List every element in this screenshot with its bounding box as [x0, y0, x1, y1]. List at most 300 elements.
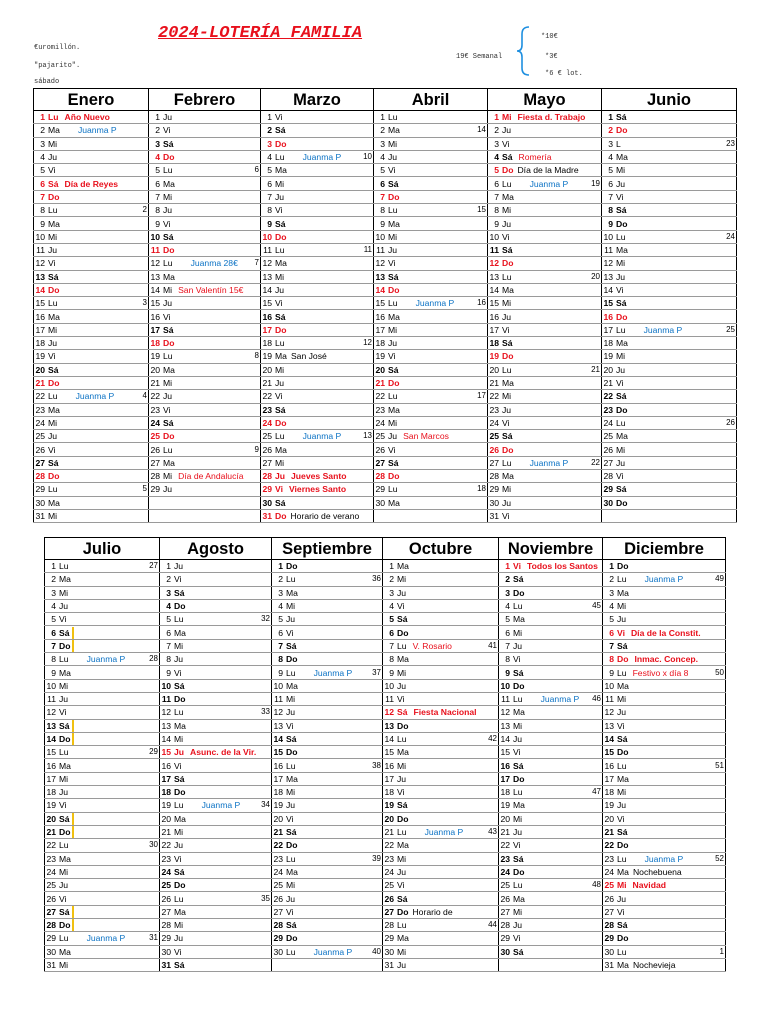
weekday: Lu: [397, 920, 407, 931]
day-number: 15: [35, 298, 45, 309]
weekday: Vi: [388, 444, 396, 455]
day-cell: [383, 679, 499, 692]
weekday: Sá: [502, 245, 513, 256]
day-cell: [261, 230, 374, 243]
day-cell: [383, 586, 499, 599]
day-number: 23: [46, 853, 56, 864]
day-cell: [383, 706, 499, 719]
day-number: 18: [603, 338, 613, 349]
weekday: Mi: [513, 720, 523, 731]
week-number: 46: [592, 694, 601, 704]
weekday: Ju: [48, 245, 58, 256]
day-number: 1: [267, 112, 272, 123]
weekday: Lu: [616, 231, 626, 242]
day-number: 12: [375, 258, 385, 269]
day-cell: [499, 879, 603, 892]
weekday: Mi: [286, 694, 296, 705]
weekday: Sá: [617, 920, 628, 931]
day-number: 21: [150, 378, 160, 389]
day-number: 15: [603, 298, 613, 309]
day-cell: [603, 613, 726, 626]
week-number: 22: [591, 457, 600, 467]
weekday: Mi: [616, 444, 626, 455]
weekday: Ju: [163, 484, 173, 495]
weekday: Ju: [286, 707, 296, 718]
day-number: 26: [150, 444, 160, 455]
day-cell: [488, 310, 602, 323]
weekday: Lu: [388, 205, 398, 216]
week-number: 50: [715, 667, 724, 677]
weekday: Lu: [59, 747, 69, 758]
weekday: Mi: [397, 946, 407, 957]
day-number: 26: [489, 444, 499, 455]
day-number: 2: [494, 125, 499, 136]
weekday: Ma: [48, 311, 60, 322]
day-number: 3: [609, 587, 614, 598]
day-cell: [272, 586, 383, 599]
week-number: 35: [261, 893, 270, 903]
weekday: Lu: [48, 484, 58, 495]
day-cell: [149, 283, 261, 296]
price-10: *10€: [541, 33, 558, 41]
weekday: Ju: [59, 787, 69, 798]
week-number: 24: [726, 231, 735, 241]
weekday: Mi: [617, 601, 627, 612]
day-cell: [272, 772, 383, 785]
day-number: 6: [155, 178, 160, 189]
weekday: Sá: [513, 760, 524, 771]
day-cell: [602, 323, 737, 336]
day-cell: [603, 852, 726, 865]
day-number: 28: [262, 471, 272, 482]
day-number: 26: [262, 444, 272, 455]
day-number: 20: [262, 364, 272, 375]
day-cell: [149, 137, 261, 150]
day-cell: [374, 496, 488, 509]
juanma-note: Juanma P: [540, 694, 580, 705]
day-number: 15: [604, 747, 614, 758]
week-number: 23: [726, 138, 735, 148]
event-label: Día de la Constit.: [630, 627, 701, 638]
day-cell: [272, 679, 383, 692]
week-number: 6: [254, 165, 259, 175]
weekday: Ju: [59, 694, 69, 705]
day-number: 22: [35, 391, 45, 402]
weekday: Ma: [616, 431, 628, 442]
day-cell: [499, 759, 603, 772]
weekday: Sá: [59, 720, 70, 731]
day-cell: [261, 363, 374, 376]
day-number: 14: [35, 285, 45, 295]
day-number: 4: [166, 601, 171, 612]
weekday: Sá: [163, 324, 174, 335]
day-cell: [160, 573, 272, 586]
day-cell: [383, 613, 499, 626]
weekday: Vi: [174, 853, 182, 864]
day-number: 2: [51, 574, 56, 585]
weekday: Ma: [388, 218, 400, 229]
day-cell: [602, 204, 737, 217]
weekday: Do: [617, 654, 629, 665]
weekday: Ju: [275, 285, 285, 295]
day-number: 15: [273, 747, 283, 758]
weekday: Ju: [286, 800, 296, 811]
day-cell: [261, 283, 374, 296]
week-number: 40: [372, 946, 381, 956]
day-number: 21: [500, 827, 510, 838]
day-number: 5: [155, 165, 160, 176]
day-number: 28: [35, 471, 45, 482]
day-number: 23: [150, 404, 160, 415]
day-number: 17: [603, 324, 613, 335]
weekday: Vi: [163, 404, 171, 415]
day-number: 17: [500, 773, 510, 784]
weekday: Vi: [48, 444, 56, 455]
day-number: 30: [375, 497, 385, 508]
day-number: 1: [505, 561, 510, 572]
day-cell: [602, 376, 737, 389]
weekday: Ma: [513, 893, 525, 904]
day-number: 11: [150, 245, 160, 256]
day-number: 21: [489, 378, 499, 389]
event-label: Horario de: [412, 906, 453, 917]
day-cell: [272, 759, 383, 772]
day-cell: [261, 297, 374, 310]
weekday: Do: [513, 587, 525, 598]
day-cell: [261, 509, 374, 522]
weekday: Do: [286, 747, 298, 758]
day-cell: [149, 470, 261, 483]
day-cell: [34, 190, 149, 203]
day-cell: [149, 270, 261, 283]
day-cell: [149, 456, 261, 469]
day-number: 11: [489, 245, 499, 256]
day-number: 22: [500, 840, 510, 851]
day-cell: [602, 190, 737, 203]
day-cell: [34, 270, 149, 283]
weekday: Ju: [617, 707, 627, 718]
weekday: Ma: [617, 680, 629, 691]
day-number: 24: [262, 417, 272, 428]
weekday: Sá: [174, 866, 185, 877]
day-cell: [34, 403, 149, 416]
week-number: 28: [149, 654, 158, 664]
month-header: Junio: [602, 89, 737, 111]
day-number: 28: [603, 471, 613, 482]
weekday: Ju: [397, 587, 407, 598]
day-number: 26: [604, 893, 614, 904]
weekday: Do: [59, 827, 71, 838]
week-number: 19: [591, 178, 600, 188]
weekday: Mi: [616, 165, 626, 176]
weekday: Mi: [163, 191, 173, 202]
day-cell: [149, 297, 261, 310]
day-number: 2: [166, 574, 171, 585]
weekday: Sá: [48, 271, 59, 282]
weekday: Ma: [275, 351, 287, 362]
weekday: Sá: [163, 138, 174, 149]
day-cell: [272, 786, 383, 799]
day-number: 5: [267, 165, 272, 176]
weekday: Mi: [163, 378, 173, 389]
day-number: 20: [384, 813, 394, 824]
weekday: Ju: [513, 640, 523, 651]
weekday: Ju: [502, 404, 512, 415]
weekday: Do: [48, 471, 60, 482]
weekday: Do: [286, 933, 298, 944]
day-cell: [383, 653, 499, 666]
weekday: Sá: [388, 178, 399, 189]
day-cell: [45, 865, 160, 878]
day-cell: [45, 812, 160, 825]
weekday: Do: [286, 840, 298, 851]
day-number: 6: [380, 178, 385, 189]
day-number: 2: [267, 125, 272, 136]
day-number: 14: [384, 734, 394, 744]
day-cell: [149, 363, 261, 376]
week-number: 3: [142, 298, 147, 308]
day-number: 21: [604, 827, 614, 838]
juanma-note: Juanma P: [75, 391, 115, 402]
day-number: 8: [40, 205, 45, 216]
weekday: Mi: [513, 627, 523, 638]
day-cell: [602, 243, 737, 256]
weekday: Do: [275, 138, 287, 149]
day-cell: [602, 443, 737, 456]
weekday: Lu: [617, 574, 627, 585]
day-cell: [149, 111, 261, 124]
day-number: 6: [278, 627, 283, 638]
day-cell: [45, 919, 160, 932]
day-cell: [383, 799, 499, 812]
day-cell: [45, 852, 160, 865]
day-number: 11: [501, 694, 510, 705]
weekday: Vi: [275, 484, 283, 495]
weekday: Sá: [275, 125, 286, 136]
day-number: 17: [161, 773, 171, 784]
weekday: Lu: [617, 853, 627, 864]
event-label: Nochebuena: [632, 866, 682, 877]
weekday: Sá: [617, 640, 628, 651]
weekday: Ma: [174, 906, 186, 917]
weekday: Vi: [59, 614, 67, 625]
weekday: Sá: [286, 920, 297, 931]
day-cell: [383, 692, 499, 705]
weekday: Sá: [616, 112, 627, 123]
day-number: 1: [51, 561, 56, 572]
weekday: Ju: [48, 431, 58, 442]
day-number: 11: [605, 694, 614, 705]
day-cell: [149, 190, 261, 203]
day-number: 26: [603, 444, 613, 455]
day-cell: [261, 124, 374, 137]
weekday: Ju: [174, 840, 184, 851]
weekday: Do: [48, 285, 60, 295]
weekday: Lu: [616, 324, 626, 335]
day-cell: [160, 905, 272, 918]
day-cell: [261, 310, 374, 323]
day-cell: [272, 905, 383, 918]
weekday: Vi: [286, 627, 294, 638]
day-number: 24: [273, 866, 283, 877]
weekday: Sá: [616, 484, 627, 495]
day-number: 19: [489, 351, 499, 362]
day-number: 16: [375, 311, 385, 322]
weekday: Sá: [616, 205, 627, 216]
day-cell: [383, 573, 499, 586]
week-number: 33: [261, 707, 270, 717]
weekday: Vi: [388, 351, 396, 362]
day-cell: [45, 639, 160, 652]
day-number: 28: [161, 920, 171, 931]
event-label: Todos los Santos: [526, 561, 598, 572]
weekday: Ju: [174, 933, 184, 944]
weekday: Sá: [48, 364, 59, 375]
day-cell: [160, 706, 272, 719]
day-cell: [45, 892, 160, 905]
day-number: 10: [384, 680, 394, 691]
day-cell: [45, 626, 160, 639]
day-number: 13: [500, 720, 510, 731]
weekday: Vi: [502, 511, 510, 522]
day-number: 18: [384, 787, 394, 798]
day-cell: [160, 639, 272, 652]
weekday: Do: [617, 561, 629, 572]
weekday: Ju: [163, 391, 173, 402]
weekday: Sá: [397, 614, 408, 625]
day-number: 25: [500, 880, 510, 891]
day-number: 10: [489, 231, 499, 242]
day-number: 23: [489, 404, 499, 415]
week-number: 15: [477, 205, 486, 215]
weekday: Ma: [502, 471, 514, 482]
day-cell: [602, 430, 737, 443]
day-cell: [34, 283, 149, 296]
day-number: 15: [384, 747, 394, 758]
day-number: 19: [262, 351, 272, 362]
weekday: Sá: [59, 906, 70, 917]
day-cell: [374, 350, 488, 363]
day-number: 23: [35, 404, 45, 415]
day-cell: [602, 456, 737, 469]
day-cell: [261, 177, 374, 190]
weekday: Vi: [513, 747, 521, 758]
day-cell: [488, 496, 602, 509]
day-cell: [499, 679, 603, 692]
day-cell: [602, 124, 737, 137]
day-number: 5: [608, 165, 613, 176]
weekday: Ma: [163, 271, 175, 282]
day-number: 11: [376, 245, 385, 256]
day-number: 4: [609, 601, 614, 612]
weekday: Ju: [502, 218, 512, 229]
day-cell: [602, 270, 737, 283]
day-cell: [149, 376, 261, 389]
day-number: 9: [380, 218, 385, 229]
weekday: Mi: [163, 285, 173, 295]
weekday: Do: [388, 191, 400, 202]
day-cell: [45, 599, 160, 612]
weekday: Vi: [275, 112, 283, 123]
day-cell: [383, 786, 499, 799]
day-cell: [34, 470, 149, 483]
day-number: 30: [46, 946, 56, 957]
weekday: Lu: [174, 893, 184, 904]
weekday: Mi: [275, 457, 285, 468]
weekday: Sá: [502, 431, 513, 442]
weekday: Ma: [616, 152, 628, 163]
day-number: 3: [389, 587, 394, 598]
day-cell: [374, 416, 488, 429]
weekday: Mi: [59, 866, 69, 877]
day-cell: [603, 825, 726, 838]
day-cell: [272, 932, 383, 945]
weekday: Sá: [174, 773, 185, 784]
day-number: 13: [604, 720, 614, 731]
day-number: 29: [604, 933, 614, 944]
weekday: Vi: [388, 258, 396, 269]
day-cell: [45, 719, 160, 732]
day-number: 24: [500, 866, 510, 877]
day-number: 23: [375, 404, 385, 415]
day-number: 2: [278, 574, 283, 585]
weekday: Lu: [286, 667, 296, 678]
event-label: San Valentín 15€: [178, 285, 244, 295]
weekday: Mi: [59, 680, 69, 691]
day-number: 14: [604, 734, 614, 744]
weekday: Sá: [275, 497, 286, 508]
note-euromillon: €uromillón.: [34, 44, 81, 52]
day-number: 27: [150, 457, 160, 468]
weekday: Ju: [397, 866, 407, 877]
week-number: 31: [149, 933, 158, 943]
weekday: Ju: [617, 800, 627, 811]
day-number: 24: [604, 866, 614, 877]
weekday: Lu: [174, 800, 184, 811]
day-cell: [383, 865, 499, 878]
weekday: Do: [388, 378, 400, 389]
day-cell: [261, 243, 374, 256]
weekday: Mi: [502, 205, 512, 216]
day-cell: [499, 599, 603, 612]
weekday: Vi: [59, 800, 67, 811]
day-number: 21: [35, 378, 45, 389]
day-cell: [45, 732, 160, 745]
day-number: 4: [51, 601, 56, 612]
day-number: 21: [46, 827, 56, 838]
weekday: Lu: [388, 391, 398, 402]
day-number: 5: [51, 614, 56, 625]
weekday: Sá: [502, 152, 513, 163]
weekday: Lu: [174, 614, 184, 625]
day-number: 23: [603, 404, 613, 415]
weekday: Vi: [275, 205, 283, 216]
day-number: 22: [262, 391, 272, 402]
day-cell: [383, 852, 499, 865]
weekday: Sá: [275, 404, 286, 415]
weekday: Mi: [617, 787, 627, 798]
day-cell: [149, 403, 261, 416]
day-cell: [45, 679, 160, 692]
day-number: 4: [494, 152, 499, 163]
week-number: 1: [719, 946, 724, 956]
week-number: 47: [592, 787, 601, 797]
day-cell: [488, 124, 602, 137]
day-cell: [261, 217, 374, 230]
day-cell: [272, 613, 383, 626]
day-cell: [261, 403, 374, 416]
day-number: 2: [609, 574, 614, 585]
